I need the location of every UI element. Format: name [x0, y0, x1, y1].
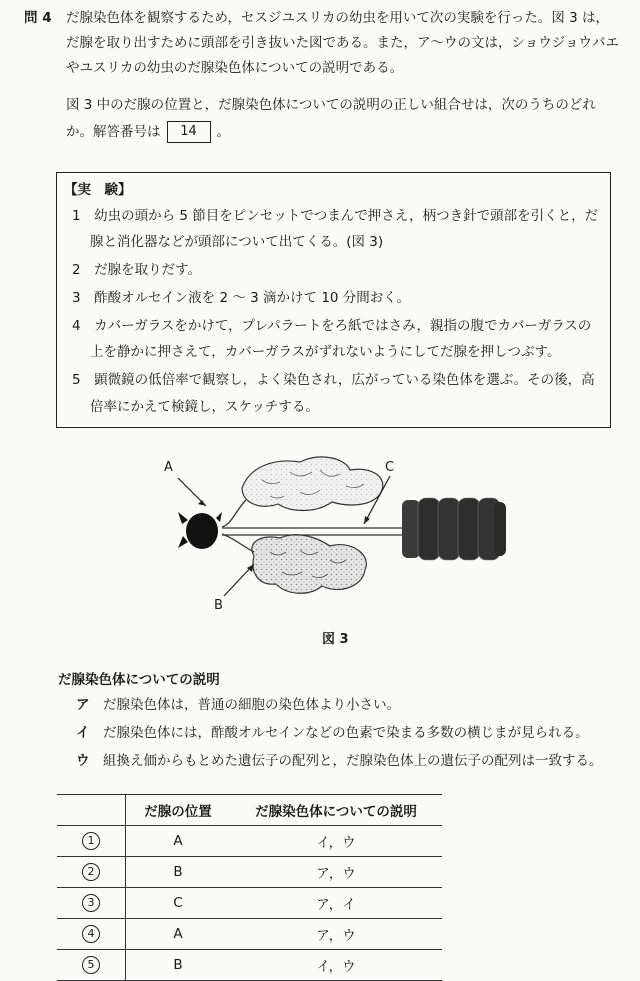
choice-description: イ，ウ: [230, 826, 442, 857]
choice-number: 1: [82, 832, 100, 850]
label-a: A: [164, 460, 173, 475]
choice-position: A: [126, 919, 231, 950]
table-row[interactable]: [57, 919, 442, 950]
table-header-row: [57, 795, 442, 826]
larva-body-segments: [402, 498, 506, 560]
larva-head: [178, 512, 222, 549]
header-position: だ腺の位置: [126, 795, 231, 826]
explanation-u: ウ 組換え価からもとめた遺伝子の配列と，だ腺染色体上の遺伝子の配列は一致する。: [76, 753, 603, 769]
answer-choice-table: [57, 794, 442, 981]
question-line-2: だ腺を取り出すために頭部を引き抜いた図である。また，ア～ウの文は，ショウジョウバエ: [66, 35, 619, 51]
figure-3-illustration: [150, 448, 520, 628]
table-row[interactable]: [57, 826, 442, 857]
experiment-step-1-cont: 腺と消化器などが頭部について出てくる。(図 3): [90, 234, 384, 250]
experiment-step-2: 2 だ腺を取りだす。: [72, 262, 202, 278]
choice-position: C: [126, 888, 231, 919]
experiment-step-4: 4 カバーガラスをかけて，プレパラートをろ紙ではさみ，親指の腹でカバーガラスの: [72, 318, 592, 334]
question-line-4: 図 3 中のだ腺の位置と，だ腺染色体についての説明の正しい組合せは，次のうちのどれ: [66, 97, 596, 113]
header-description: だ腺染色体についての説明: [230, 795, 442, 826]
experiment-step-5: 5 顕微鏡の低倍率で観察し，よく染色され，広がっている染色体を選ぶ。その後，高: [72, 372, 595, 388]
choice-description: ア，イ: [230, 888, 442, 919]
table-row[interactable]: [57, 950, 442, 981]
choice-description: イ，ウ: [230, 950, 442, 981]
explanation-a: ア だ腺染色体は，普通の細胞の染色体より小さい。: [76, 697, 400, 713]
experiment-step-1: 1 幼虫の頭から 5 節目をピンセットでつまんで押さえ，柄つき針で頭部を引くと，だ: [72, 208, 599, 224]
header-blank: [57, 795, 126, 826]
choice-number: 3: [82, 894, 100, 912]
lower-gland-shape: [252, 535, 366, 594]
question-line-5: か。解答番号は 14 。: [66, 120, 230, 144]
answer-number-box: 14: [167, 121, 211, 143]
experiment-step-5-cont: 倍率にかえて検鏡し，スケッチする。: [90, 399, 319, 415]
choice-description: ア，ウ: [230, 919, 442, 950]
choice-position: B: [126, 857, 231, 888]
table-row[interactable]: [57, 888, 442, 919]
choice-position: B: [126, 950, 231, 981]
table-row[interactable]: [57, 857, 442, 888]
experiment-step-4-cont: 上を静かに押さえて，カバーガラスがずれないようにしてだ腺を押しつぶす。: [90, 344, 561, 360]
choice-number: 4: [82, 925, 100, 943]
experiment-title: 【実 験】: [64, 182, 132, 198]
choice-number: 5: [82, 956, 100, 974]
question-number: 問 4: [24, 10, 52, 26]
choice-description: ア，ウ: [230, 857, 442, 888]
question-line-1: だ腺染色体を観察するため，セスジユスリカの幼虫を用いて次の実験を行った。図 3 は，: [66, 10, 609, 26]
experiment-step-3: 3 酢酸オルセイン液を 2 ～ 3 滴かけて 10 分間おく。: [72, 290, 411, 306]
question-line-3: やユスリカの幼虫のだ腺染色体についての説明である。: [66, 60, 404, 76]
label-c: C: [385, 460, 395, 475]
upper-gland-shape: [242, 457, 383, 511]
choice-position: A: [126, 826, 231, 857]
label-b: B: [214, 598, 223, 613]
figure-caption: 図 3: [322, 632, 349, 647]
explanation-i: イ だ腺染色体には，酢酸オルセインなどの色素で染まる多数の横じまが見られる。: [76, 725, 589, 741]
explanations-title: だ腺染色体についての説明: [58, 672, 220, 688]
choice-number: 2: [82, 863, 100, 881]
